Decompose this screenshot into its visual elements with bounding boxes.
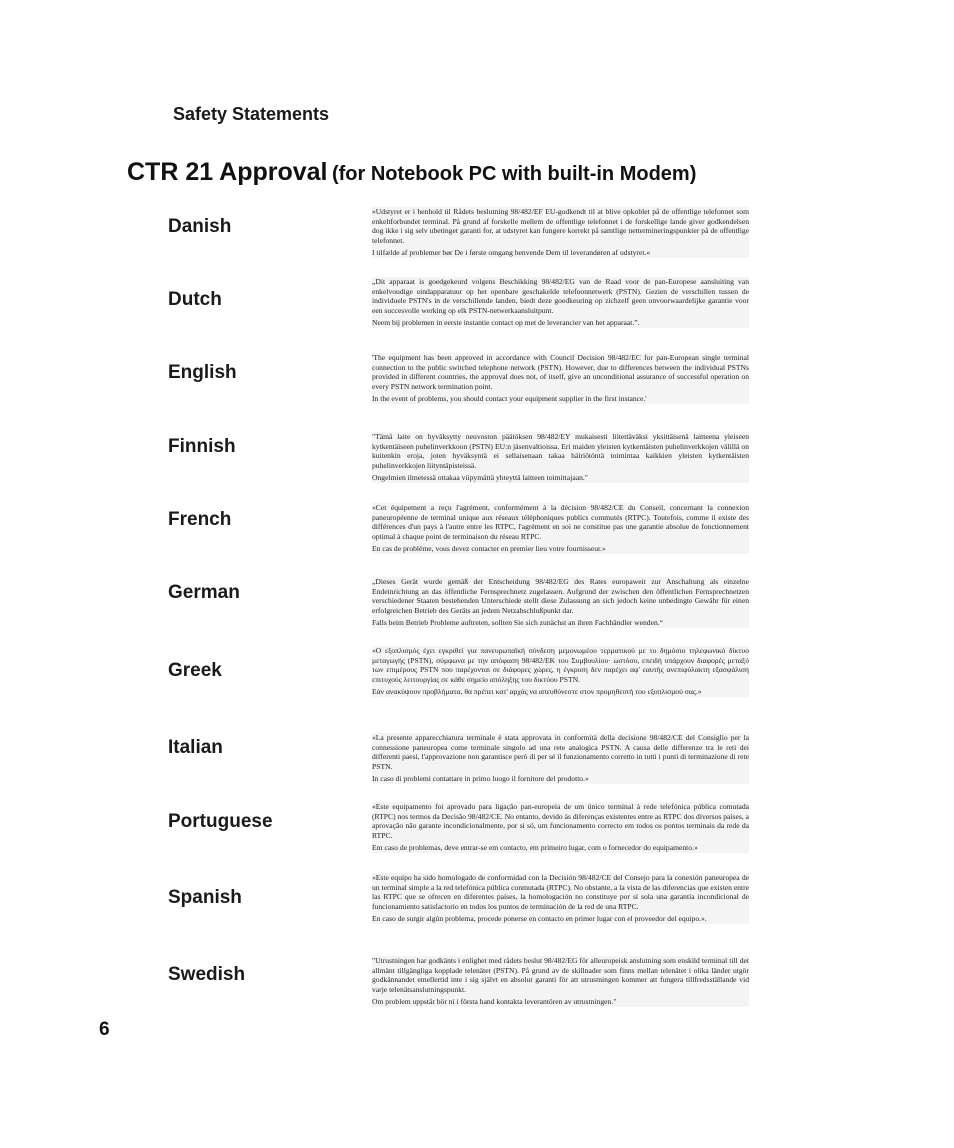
language-label-german: German — [168, 582, 240, 603]
statement-paragraph: "Utrustningen har godkänts i enlighet med rådets beslut 98/482/EG för alleuropeisk anslutning som enskild terminal till det allmänt tillgängliga kopplade telenätet (PSTN). På grund av de skillnader som finns mellan telenätet i olika länder utgör godkännandet emellertid inte i sig självt en absolut garanti för att utrustningen kommer att fungera tillfredsställande vid varje telenätsanslutningspunkt. — [372, 956, 749, 994]
statement-paragraph: «Este equipamento foi aprovado para ligação pan-europeia de um único terminal à rede telefónica pública comutada (RTPC) nos termos da Decisão 98/482/CE. No entanto, devido às diferenças existentes entre as RTPC dos diversos países, a aprovação não garante incondicionalmente, por si só, um funcionamento correcto em todos os pontos terminais da rede da RTPC. — [372, 802, 749, 840]
statement-finnish — [372, 432, 749, 483]
statement-portuguese — [372, 802, 749, 853]
statement-english — [372, 353, 749, 404]
language-label-swedish: Swedish — [168, 964, 246, 985]
statement-swedish — [372, 956, 749, 1007]
statement-closing: Εάν ανακύψουν προβλήματα, θα πρέπει κατ' αρχάς να απευθύνεστε στον προμηθευτή του εξοπλισμού σας.» — [372, 687, 702, 697]
language-label-finnish: Finnish — [168, 436, 236, 457]
statement-dutch — [372, 277, 749, 328]
statement-paragraph: "Tämä laite on hyväksytty neuvoston päätöksen 98/482/EY mukaisesti liitettäväksi yksittäisenä laitteena yleiseen kytkentäiseen puhelinverkkoon (PSTN) EU:n jäsenvaltioissa. Eri maiden yleisten kytkentäisten puhelinverkkojen välillä on kuitenkin eroja, joten hyväksyntä ei sellaisenaan takaa häiriötöntä toimintaa kaikkien yleisten kytkentäisten puhelinverkkojen liityntäpisteissä. — [372, 432, 749, 470]
statement-closing: En cas de problème, vous devez contacter en premier lieu votre fournisseur.» — [372, 544, 606, 554]
language-label-spanish: Spanish — [168, 887, 242, 908]
statement-spanish — [372, 873, 749, 924]
statement-paragraph: 'The equipment has been approved in accordance with Council Decision 98/482/EC for pan-European single terminal connection to the public switched telephone network (PSTN). However, due to differences between the individual PSTNs provided in different countries, the approval does not, of itself, give an unconditional assurance of successful operation on every PSTN network termination point. — [372, 353, 749, 391]
title-subtitle: (for Notebook PC with built-in Modem) — [331, 163, 697, 185]
language-label-dutch: Dutch — [168, 289, 222, 310]
statement-closing: En caso de surgir algún problema, procede ponerse en contacto en primer lugar con el proveedor del equipo.». — [372, 914, 707, 924]
statement-paragraph: „Dit apparaat is goedgekeurd volgens Beschikking 98/482/EG van de Raad voor de pan-Europese aansluiting van enkelvoudige eindapparatuur op het openbare geschakelde telefoonnetwerk (PSTN). Gezien de verschillen tussen de individuele PSTN's in de verschillende landen, biedt deze goedkeuring op zichzelf geen onvoorwaardelijke garantie voor een succesvolle werking op elk PSTN-netwerkaansluitpunt. — [372, 277, 749, 315]
statement-closing: Falls beim Betrieb Probleme auftreten, sollten Sie sich zunächst an ihren Fachhändler wenden.“ — [372, 618, 664, 628]
statement-paragraph: »Udstyret er i henhold til Rådets beslutning 98/482/EF EU-godkendt til at blive opkoblet på de offentlige telefonnet som enkeltforbundet terminal. På grund af forskelle mellem de offentlige telefonnet i de forskellige lande giver godkendelsen dog ikke i sig selv ubetinget garanti for, at udstyret kan fungere korrekt på samtlige nettermineringspunkter på de offentlige telefonnet. — [372, 207, 749, 245]
statement-paragraph: «Este equipo ha sido homologado de conformidad con la Decisión 98/482/CE del Consejo para la conexión paneuropea de un terminal simple a la red telefónica pública conmutada (RTPC). No obstante, a la vista de las diferencias que existen entre las RTPC que se ofrecen en diferentes países, la homologación no constituye por sí sola una garantía incondicional de funcionamiento satisfactorio en todos los puntos de terminación de la red de una RTPC. — [372, 873, 749, 911]
statement-french — [372, 503, 749, 554]
statement-closing: Neem bij problemen in eerste instantie contact op met de leverancier van het apparaat.”. — [372, 318, 640, 328]
statement-paragraph: «Cet équipement a reçu l'agrément, conformément à la décision 98/482/CE du Conseil, concernant la connexion paneuropéenne de terminal unique aux réseaux téléphoniques publics commutés (RTPC). Toutefois, comme il existe des différences d'un pays à l'autre entre les RTPC, l'agrément en soi ne constitue pas une garantie absolue de fonctionnement optimal à chaque point de terminaison du réseau RTPC. — [372, 503, 749, 541]
page-title — [127, 158, 696, 187]
language-label-english: English — [168, 362, 237, 383]
statement-paragraph: „Dieses Gerät wurde gemäß der Entscheidung 98/482/EG des Rates europaweit zur Anschaltung als einzelne Endeinrichtung an das öffentliche Fernsprechnetz zugelassen. Aufgrund der zwischen den öffentlichen Fernsprechnetzen verschiedener Staaten bestehenden Unterschiede stellt diese Zulassung an sich jedoch keine unbedingte Gewähr für einen erfolgreichen Betrieb des Geräts an jedem Netzabschlußpunkt dar. — [372, 577, 749, 615]
statement-closing: Ongelmien ilmetessä ottakaa viipymättä yhteyttä laitteen toimittajaan." — [372, 473, 588, 483]
language-label-danish: Danish — [168, 216, 232, 237]
statement-closing: Om problem uppstår bör ni i första hand kontakta leverantören av utrustningen." — [372, 997, 617, 1007]
statement-danish — [372, 207, 749, 258]
statement-italian — [372, 733, 749, 784]
title-main: CTR 21 Approval — [127, 158, 328, 186]
statement-closing: In caso di problemi contattare in primo luogo il fornitore del prodotto.» — [372, 774, 589, 784]
section-header: Safety Statements — [173, 104, 330, 124]
statement-paragraph: «Ο εξοπλισμός έχει εγκριθεί για πανευρωπαϊκή σύνδεση μεμονωμέου τερματικού με το δημόσιο τηλεφωνικό δίκτυο μεταγωγής (PSTN), σύμφωνα με την απόφαση 98/482/ΕΚ του Συμβουλίου· ωστόσο, επειδή υπάρχουν διαφορές μεταξύ των επιμέρους PSTN που παρέχονται σε διάφορες χώρες, η έγκριση δεν παρέχει αφ' εαυτής ανεπιφύλακτη εξασφάλιση επιτυχούς λειτουργίας σε κάθε σημείο απόληξης του δικτύου PSTN. — [372, 646, 749, 684]
page-number: 6 — [99, 1019, 110, 1040]
language-label-greek: Greek — [168, 660, 222, 681]
statement-closing: In the event of problems, you should contact your equipment supplier in the first instance.' — [372, 394, 647, 404]
statement-closing: I tilfælde af problemer bør De i første omgang henvende Dem til leverandøren af udstyret.« — [372, 248, 651, 258]
language-label-italian: Italian — [168, 737, 223, 758]
statement-greek — [372, 646, 749, 697]
statement-closing: Em caso de problemas, deve entrar-se em contacto, em primeiro lugar, com o fornecedor do equipamento.» — [372, 843, 698, 853]
statement-paragraph: «La presente apparecchiatura terminale è stata approvata in conformità della decisione 98/482/CE del Consiglio per la connessione paneuropea come terminale singolo ad una rete analogica PSTN. A causa delle differenze tra le reti dei differenti paesi, l'approvazione non garantisce però di per sé il funzionamento corretto in tutti i punti di terminazione di rete PSTN. — [372, 733, 749, 771]
language-label-portuguese: Portuguese — [168, 811, 273, 832]
language-label-french: French — [168, 509, 232, 530]
statement-german — [372, 577, 749, 628]
